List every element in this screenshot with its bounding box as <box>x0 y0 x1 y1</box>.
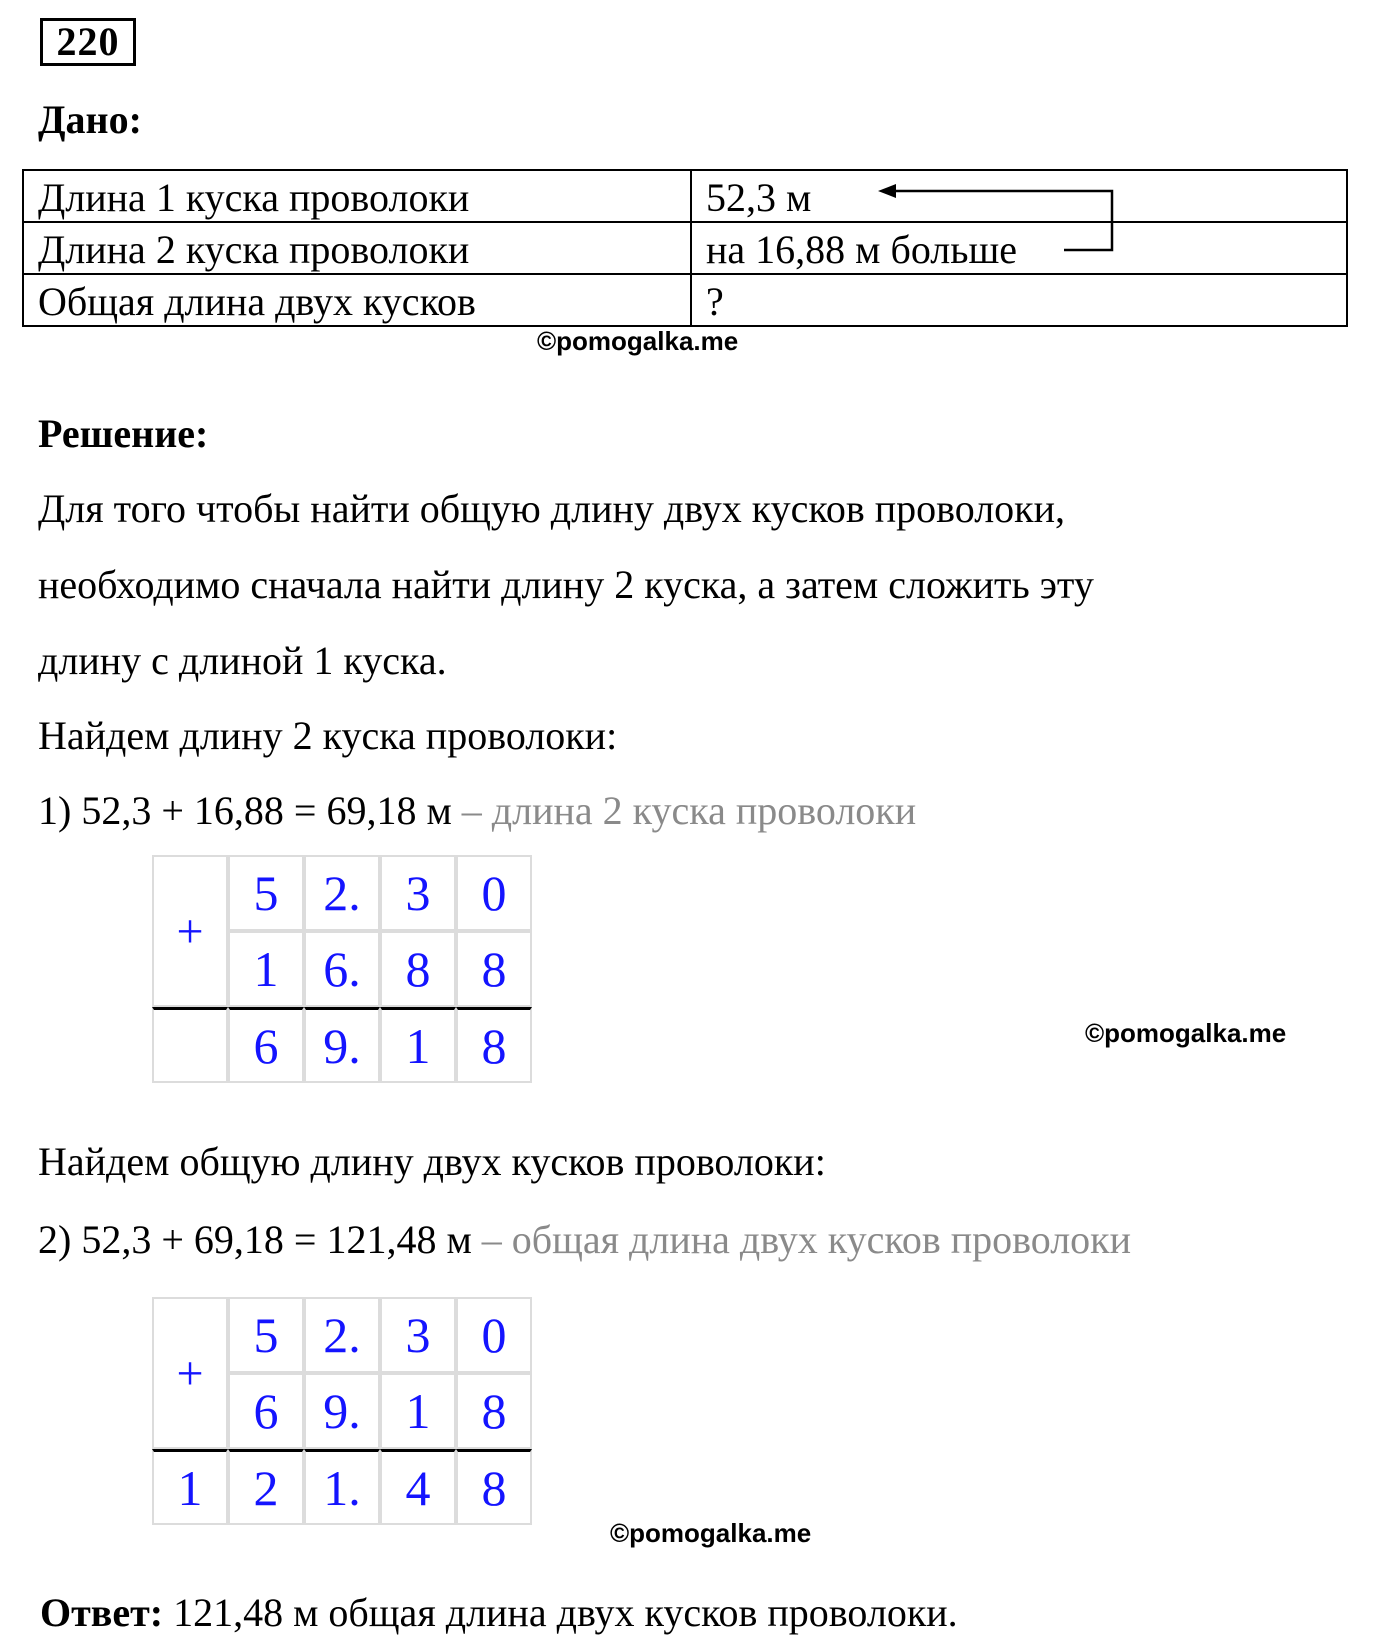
digit-cell: 3 <box>380 855 456 931</box>
digit-cell: 4 <box>380 1449 456 1525</box>
intro-line: необходимо сначала найти длину 2 куска, а затем сложить эту <box>38 562 1094 607</box>
given-row <box>23 170 1347 222</box>
digit-cell: 1 <box>152 1449 228 1525</box>
digit-cell: 6 <box>228 1373 304 1449</box>
step2-intro: Найдем общую длину двух кусков проволоки: <box>38 1139 826 1184</box>
digit-cell: 8 <box>456 1373 532 1449</box>
digit-cell: 0 <box>456 855 532 931</box>
watermark: ©pomogalka.me <box>537 326 739 356</box>
step1-line <box>38 788 917 833</box>
digit-cell: 8 <box>456 1007 532 1083</box>
step2-comment: – общая длина двух кусков проволоки <box>471 1217 1132 1262</box>
digit-cell: 6. <box>304 931 380 1007</box>
digit-cell: 3 <box>380 1297 456 1373</box>
given-value: на 16,88 м больше <box>691 222 1347 274</box>
step1-intro: Найдем длину 2 куска проволоки: <box>38 713 618 758</box>
addend-row <box>152 855 532 931</box>
digit-cell: 2. <box>304 855 380 931</box>
column-addition-2 <box>152 1297 532 1525</box>
digit-cell: 5 <box>228 1297 304 1373</box>
digit-cell: 1 <box>380 1007 456 1083</box>
given-label: Длина 2 куска проволоки <box>23 222 691 274</box>
digit-cell: 5 <box>228 855 304 931</box>
digit-cell: 8 <box>380 931 456 1007</box>
given-heading: Дано: <box>38 97 142 142</box>
digit-cell: 0 <box>456 1297 532 1373</box>
given-label: Общая длина двух кусков <box>23 274 691 326</box>
answer-line <box>40 1590 958 1635</box>
digit-cell: 1 <box>228 931 304 1007</box>
sum-row <box>152 1449 532 1525</box>
digit-cell: 9. <box>304 1007 380 1083</box>
step2-expression: 2) 52,3 + 69,18 = 121,48 м <box>38 1217 472 1262</box>
given-row <box>23 222 1347 274</box>
plus-sign: + <box>152 855 228 1007</box>
digit-cell: 2. <box>304 1297 380 1373</box>
given-value: 52,3 м <box>691 170 1347 222</box>
sum-row <box>152 1007 532 1083</box>
column-addition-1 <box>152 855 532 1083</box>
given-value: ? <box>691 274 1347 326</box>
addend-row <box>152 1297 532 1373</box>
given-table <box>22 169 1348 327</box>
problem-number: 220 <box>40 18 136 66</box>
digit-cell: 8 <box>456 1449 532 1525</box>
digit-cell: 2 <box>228 1449 304 1525</box>
watermark: ©pomogalka.me <box>1085 1018 1287 1048</box>
digit-cell <box>152 1007 228 1083</box>
plus-sign: + <box>152 1297 228 1449</box>
digit-cell: 1. <box>304 1449 380 1525</box>
step1-expression: 1) 52,3 + 16,88 = 69,18 м <box>38 788 452 833</box>
watermark: ©pomogalka.me <box>610 1518 812 1548</box>
solution-heading: Решение: <box>38 411 209 456</box>
given-row <box>23 274 1347 326</box>
digit-cell: 1 <box>380 1373 456 1449</box>
digit-cell: 9. <box>304 1373 380 1449</box>
intro-line: Для того чтобы найти общую длину двух кусков проволоки, <box>38 486 1065 531</box>
given-label: Длина 1 куска проволоки <box>23 170 691 222</box>
digit-cell: 8 <box>456 931 532 1007</box>
step1-comment: – длина 2 куска проволоки <box>451 788 917 833</box>
intro-line: длину с длиной 1 куска. <box>38 638 447 683</box>
step2-line <box>38 1217 1132 1262</box>
answer-label: Ответ: <box>40 1590 164 1635</box>
digit-cell: 6 <box>228 1007 304 1083</box>
answer-text: 121,48 м общая длина двух кусков проволоки. <box>163 1590 958 1635</box>
